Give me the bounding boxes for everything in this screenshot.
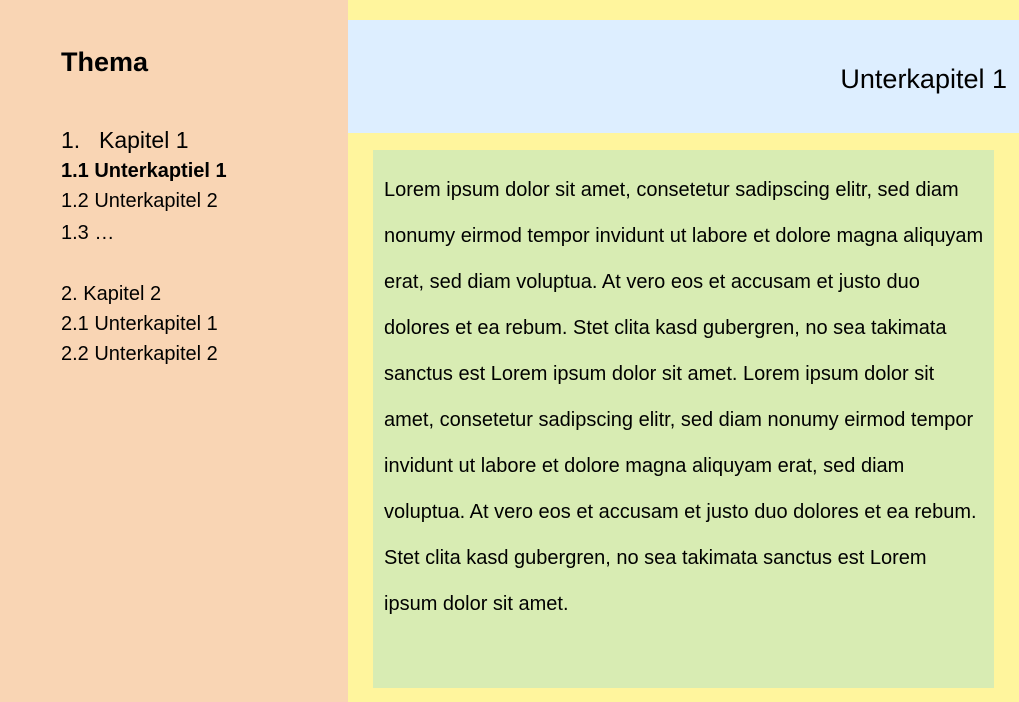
toc-item-unterkapitel-2-1[interactable]: 2.1 Unterkapitel 1 [61,313,218,335]
header [348,20,1019,133]
toc-item-unterkapitel-1-2[interactable]: 1.2 Unterkapitel 2 [61,190,218,212]
toc-item-kapitel-2[interactable]: 2. Kapitel 2 [61,283,162,305]
toc-item-unterkapitel-1-1[interactable]: 1.1 Unterkaptiel 1 [61,160,227,182]
main-area [348,0,1019,702]
toc-item-unterkapitel-1-3[interactable]: 1.3 … [61,222,115,244]
toc-item-label: Kapitel 1 [99,127,189,153]
toc-item-unterkapitel-2-2[interactable]: 2.2 Unterkapitel 2 [61,343,218,365]
toc-item-number: 1. [61,127,81,153]
sidebar-title: Thema [61,47,149,77]
content-text: Lorem ipsum dolor sit amet, consetetur sadipscing elitr, sed diam nonumy eirmod tempor invidunt ut labore et dolore magna aliquyam erat, sed diam voluptua. At vero eos et accusam et justo duo dolores et ea rebum. Stet clita kasd gubergren, no sea takimata sanctus est Lorem ipsum dolor sit amet. Lorem ipsum dolor sit amet, consetetur sadipscing elitr, sed diam nonumy eirmod tempor invidunt ut labore et dolore magna aliquyam erat, sed diam voluptua. At vero eos et accusam et justo duo dolores et ea rebum. Stet clita kasd gubergren, no sea takimata sanctus est Lorem ipsum dolor sit amet. [384,179,984,615]
page-title: Unterkapitel 1 [840,64,1007,94]
content-panel [373,150,994,688]
toc-item-kapitel-1[interactable] [61,126,189,154]
sidebar [0,0,348,702]
